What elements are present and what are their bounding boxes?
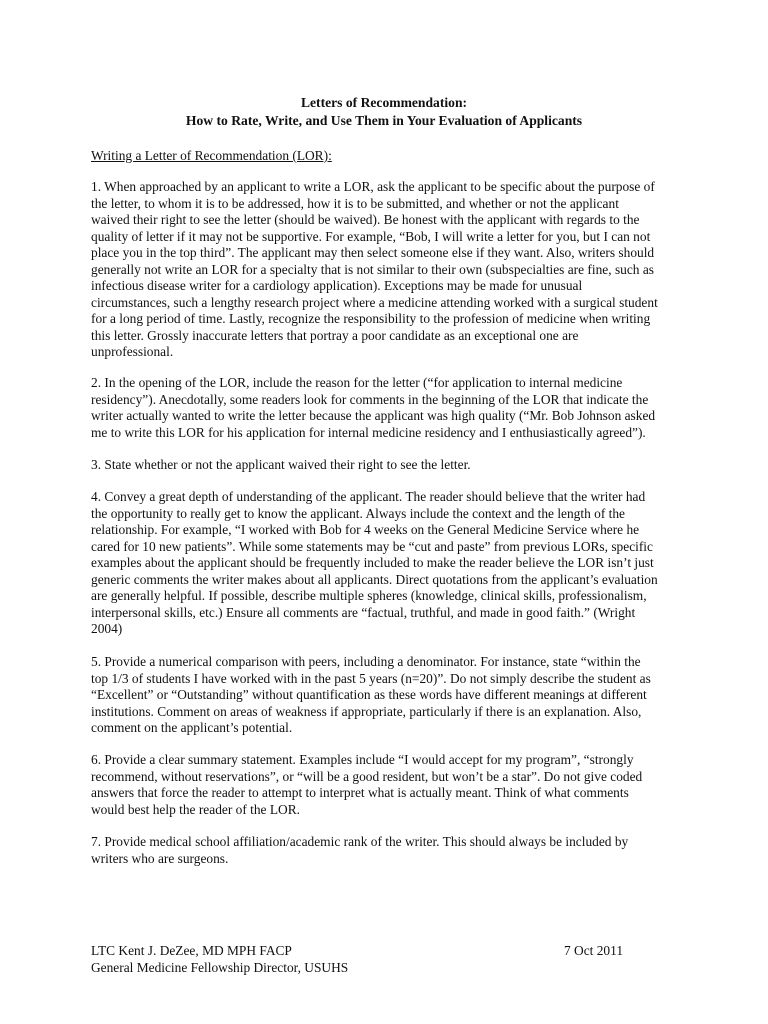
paragraph-line: writers who are surgeons. <box>91 850 229 866</box>
paragraph-5 <box>91 654 691 737</box>
paragraph-line: interpersonal skills, etc.) Ensure all comments are “factual, truthful, and made in good faith.” (Wright <box>91 604 636 620</box>
author-position: General Medicine Fellowship Director, USUHS <box>91 959 349 975</box>
paragraph-line: for a long period of time. Lastly, recognize the responsibility to the profession of medicine when writing <box>91 311 651 326</box>
paragraph-line: writer actually wanted to write the letter because the applicant was high quality (“Mr. Bob Johnson asked <box>91 408 656 423</box>
paragraph-4 <box>91 489 691 638</box>
paragraph-line: top 1/3 of students I have worked with in the past 5 years (n=20)”. Do not simply describe the student as <box>91 670 651 686</box>
paragraph-7 <box>91 834 691 867</box>
section-heading: Writing a Letter of Recommendation (LOR): <box>91 148 332 163</box>
paragraph-line: this letter. Grossly inaccurate letters that portray a poor candidate as an exceptional one are <box>91 327 579 343</box>
paragraph-2 <box>91 375 691 441</box>
paragraph-line: 4. Convey a great depth of understanding of the applicant. The reader should believe that the writer had <box>91 489 646 504</box>
paragraph-line: 1. When approached by an applicant to write a LOR, ask the applicant to be specific about the purpose of <box>91 179 655 194</box>
paragraph-line: unprofessional. <box>91 344 174 359</box>
paragraph-line: the opportunity to really get to know the applicant. Always include the context and the length of the <box>91 505 626 521</box>
paragraph-line: me to write this LOR for his application for internal medicine residency and I enthusiastically agreed”). <box>91 424 646 440</box>
paragraph-line: quality of letter if it may not be supportive. For example, “Bob, I will write a letter for you, but I can not <box>91 228 651 244</box>
paragraph-line: 7. Provide medical school affiliation/academic rank of the writer. This should always be included by <box>91 834 629 849</box>
paragraph-line: examples about the applicant should be frequently included to make the reader believe the LOR isn’t just <box>91 555 654 570</box>
document-title <box>60 94 708 130</box>
document-footer <box>91 943 651 976</box>
paragraph-line: waived their right to see the letter (should be waived). Be honest with the applicant with regards to the <box>91 212 640 227</box>
paragraph-line: “Excellent” or “Outstanding” without quantification as these words have different meanings at different <box>91 687 647 702</box>
document-date: 7 Oct 2011 <box>564 943 624 958</box>
paragraph-line: answers that force the reader to attempt to interpret what is actually meant. Think of what comments <box>91 785 629 800</box>
paragraph-6 <box>91 752 691 818</box>
title-line-2: How to Rate, Write, and Use Them in Your Evaluation of Applicants <box>185 113 583 128</box>
paragraph-line: relationship. For example, “I worked with Bob for 4 weeks on the General Medicine Service where he <box>91 522 640 537</box>
paragraph-line: institutions. Comment on areas of weakness if appropriate, particularly if there is an explanation. Also, <box>91 703 642 719</box>
paragraph-1 <box>91 179 691 361</box>
paragraph-line: 6. Provide a clear summary statement. Examples include “I would accept for my program”, “strongly <box>91 752 634 767</box>
paragraph-line: are generally helpful. If possible, describe multiple spheres (knowledge, clinical skills, professionalism, <box>91 588 647 603</box>
title-line-1: Letters of Recommendation: <box>300 95 468 110</box>
paragraph-line: 2004) <box>91 621 123 636</box>
paragraph-line: residency”). Anecdotally, some readers look for comments in the beginning of the LOR that indicate the <box>91 391 649 407</box>
paragraph-line: cared for 10 new patients”. While some statements may be “cut and paste” from previous LORs, specific <box>91 538 653 554</box>
paragraph-line: 3. State whether or not the applicant waived their right to see the letter. <box>91 457 471 472</box>
paragraph-line: generic comments the writer makes about all applicants. Direct quotations from the applicant’s evaluation <box>91 571 658 587</box>
paragraph-line: generally not write an LOR for a specialty that is not similar to their own (subspecialties are fine, such as <box>91 261 654 277</box>
paragraph-line: 5. Provide a numerical comparison with peers, including a denominator. For instance, state “within the <box>91 654 641 669</box>
paragraph-line: comment on the applicant’s potential. <box>91 720 293 735</box>
paragraph-line: recommend, without reservations”, or “will be a good resident, but won’t be a star”. Do not give coded <box>91 768 643 784</box>
paragraph-3 <box>91 457 691 474</box>
paragraph-line: 2. In the opening of the LOR, include the reason for the letter (“for application to internal medicine <box>91 375 623 390</box>
paragraph-line: would best help the reader of the LOR. <box>91 801 300 817</box>
author-name: LTC Kent J. DeZee, MD MPH FACP <box>91 943 292 958</box>
paragraph-line: infectious disease writer for a cardiology application). Exceptions may be made for unusual <box>91 278 583 293</box>
paragraph-line: the letter, to whom it is to be addressed, how it is to be submitted, and whether or not the applicant <box>91 195 619 211</box>
paragraph-line: circumstances, such a lengthy research project where a medicine attending worked with a surgical student <box>91 294 658 310</box>
paragraph-line: place you in the top third”. The applicant may then select someone else if they want. Also, writers should <box>91 245 655 260</box>
